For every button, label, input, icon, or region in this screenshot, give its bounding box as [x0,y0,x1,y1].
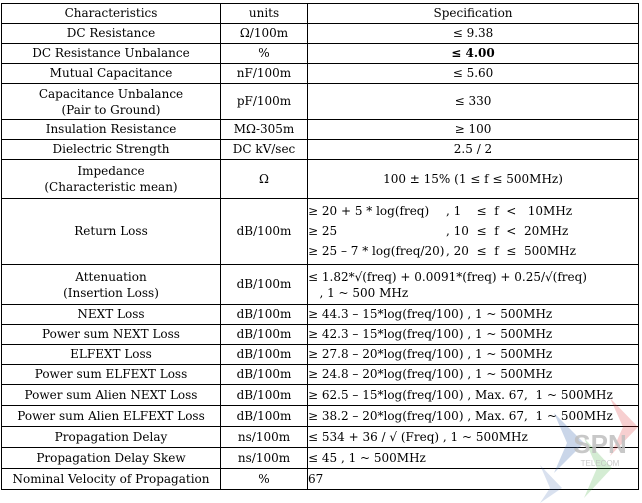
row-spec-line2: , 1 ~ 500 MHz [308,285,409,300]
row-unit: % [221,469,308,490]
specification-table [1,3,639,490]
table-row [2,120,639,140]
table-row [2,265,639,305]
header-characteristics: Characteristics [2,4,221,24]
row-unit: dB/100m [221,406,308,427]
table-row [2,84,639,120]
row-unit: ns/100m [221,427,308,448]
row-unit: dB/100m [221,385,308,406]
row-unit: dB/100m [221,345,308,365]
row-name: Power sum Alien NEXT Loss [2,385,221,406]
row-spec: 100 ± 15% (1 ≤ f ≤ 500MHz) [308,160,639,199]
table-row [2,345,639,365]
row-spec: ≥ 100 [308,120,639,140]
row-unit: dB/100m [221,325,308,345]
row-name-line2: (Pair to Ground) [61,102,161,117]
row-name: DC Resistance Unbalance [2,44,221,64]
table-row [2,64,639,84]
row-name-line1: Impedance [77,164,145,178]
row-unit: dB/100m [221,305,308,325]
header-specification: Specification [308,4,639,24]
table-row [2,325,639,345]
logo-subtext: TELECOM [580,459,620,468]
row-name-line2: (Insertion Loss) [63,285,159,300]
table-row [2,448,639,469]
row-unit: Ω/100m [221,24,308,44]
table-row [2,44,639,64]
row-spec: ≤ 4.00 [451,46,495,60]
row-unit: Ω [221,160,308,199]
row-unit: nF/100m [221,64,308,84]
row-name: Dielectric Strength [2,140,221,160]
row-spec: ≥ 42.3 – 15*log(freq/100) , 1 ~ 500MHz [308,325,639,345]
row-spec: ≤ 534 + 36 / √ (Freq) , 1 ~ 500MHz [308,427,639,448]
row-name-line2: (Characteristic mean) [44,180,178,194]
row-unit: dB/100m [221,199,308,265]
row-name: DC Resistance [2,24,221,44]
table-row [2,160,639,199]
row-name: NEXT Loss [2,305,221,325]
table-row [2,305,639,325]
row-unit: ns/100m [221,448,308,469]
row-name: ELFEXT Loss [2,345,221,365]
row-name: Mutual Capacitance [2,64,221,84]
formula: ≥ 25 – 7 * log(freq/20) [308,244,445,258]
row-spec: ≤ 45 , 1 ~ 500MHz [308,448,639,469]
row-unit: DC kV/sec [221,140,308,160]
row-spec: 2.5 / 2 [308,140,639,160]
row-spec-line1: ≤ 1.82*√(freq) + 0.0091*(freq) + 0.25/√(freq) [308,269,587,284]
row-unit: dB/100m [221,265,308,305]
row-name: Return Loss [2,199,221,265]
table-row [2,140,639,160]
row-unit: pF/100m [221,84,308,120]
return-loss-line [308,243,638,260]
table-row [2,199,639,265]
row-spec: ≥ 24.8 – 20*log(freq/100) , 1 ~ 500MHz [308,365,639,385]
formula: ≥ 20 + 5 * log(freq) [308,204,430,218]
row-name: Insulation Resistance [2,120,221,140]
row-unit: MΩ-305m [221,120,308,140]
row-unit: dB/100m [221,365,308,385]
row-name: Power sum NEXT Loss [2,325,221,345]
row-name: Nominal Velocity of Propagation [2,469,221,490]
row-spec: ≤ 9.38 [308,24,639,44]
row-name: Power sum ELFEXT Loss [2,365,221,385]
logo-text: SPN [573,429,627,459]
table-row [2,469,639,490]
row-name: Propagation Delay Skew [2,448,221,469]
table-row [2,427,639,448]
row-name-line1: Capacitance Unbalance [38,86,184,101]
header-units: units [221,4,308,24]
row-spec: ≥ 62.5 – 15*log(freq/100) , Max. 67, 1 ~ 500MHz [308,385,639,406]
return-loss-line [308,223,638,240]
table-row [2,365,639,385]
row-spec: ≥ 38.2 – 20*log(freq/100) , Max. 67, 1 ~ 500MHz [308,406,639,427]
table-row [2,24,639,44]
range: , 10 ≤ f < 20MHz [446,224,569,238]
row-spec: ≥ 27.8 – 20*log(freq/100) , 1 ~ 500MHz [308,345,639,365]
formula: ≥ 25 [308,224,338,238]
row-name: Power sum Alien ELFEXT Loss [2,406,221,427]
range: , 1 ≤ f < 10MHz [446,204,573,218]
table-row [2,406,639,427]
row-name-line1: Attenuation [75,269,147,284]
range: , 20 ≤ f ≤ 500MHz [446,244,576,258]
row-spec: ≥ 44.3 – 15*log(freq/100) , 1 ~ 500MHz [308,305,639,325]
row-unit: % [221,44,308,64]
header-row [2,4,639,24]
table-row [2,385,639,406]
row-spec: ≤ 5.60 [308,64,639,84]
row-spec: ≤ 330 [308,84,639,120]
return-loss-line [308,203,638,220]
row-spec: 67 [308,469,639,490]
row-name: Propagation Delay [2,427,221,448]
